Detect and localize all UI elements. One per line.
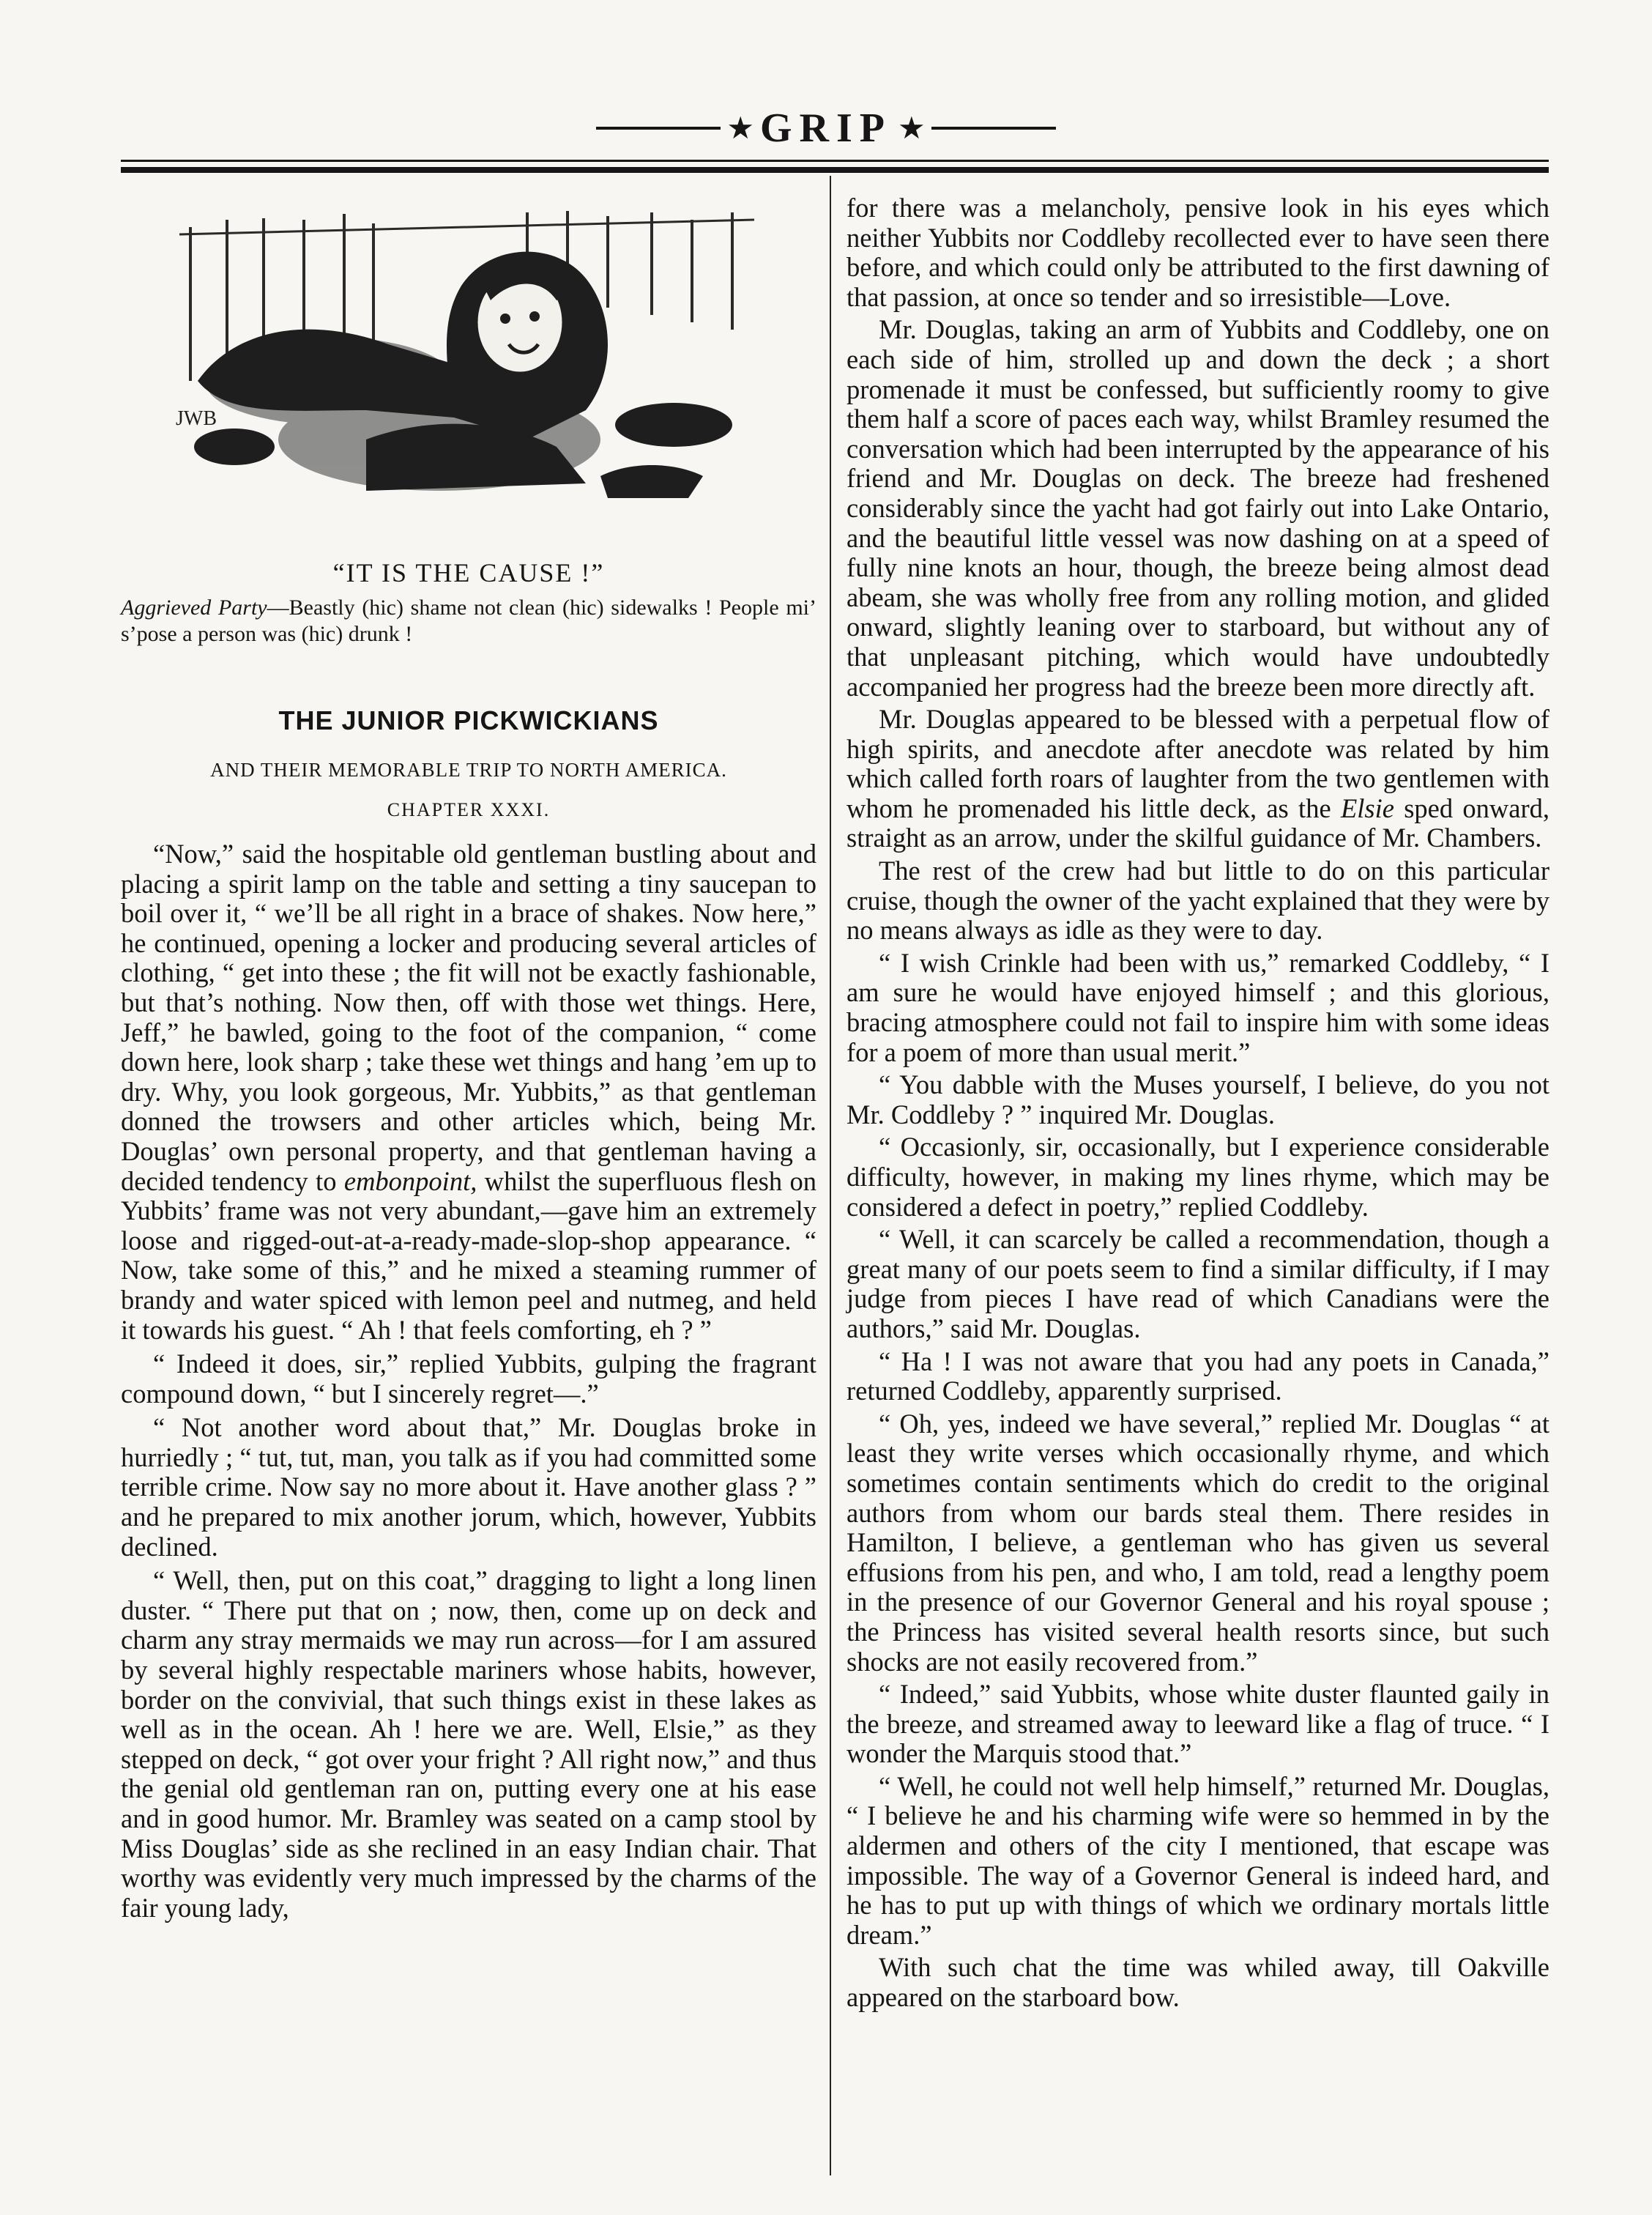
paragraph: With such chat the time was whiled away, till Oakville appeared on the starboard bow. [847, 1952, 1549, 2013]
left-column [121, 176, 816, 1927]
header-rule-thin [121, 160, 1549, 162]
paragraph: “ Well, he could not well help himself,” returned Mr. Douglas, “ I believe he and his charming wife were so hemmed in by the aldermen and others of the city I mentioned, that escape was impossible. The way of a Governor General is indeed hard, and he has to put up with things of which we ordinary mortals little dream.” [847, 1770, 1549, 1950]
header-rule-thick [121, 167, 1549, 173]
paragraph: “ Oh, yes, indeed we have several,” replied Mr. Douglas “ at least they write verses which occasionally rhyme, and which sometimes contain sentiments which do credit to the original authors from whom our bards steal them. There resides in Hamilton, I believe, a gentleman who has given us several effusions from his pen, and who, I am told, read a lengthy poem in the presence of our Governor General and his royal spouse ; the Princess has visited several health resorts since, but such shocks are not easily recovered from.” [847, 1408, 1549, 1677]
paragraph [847, 705, 1549, 853]
masthead [0, 103, 1652, 154]
paragraph: “ Indeed it does, sir,” replied Yubbits, gulping the fragrant compound down, “ but I sincerely regret—.” [121, 1348, 816, 1409]
column-divider [830, 176, 831, 2175]
paragraph-italic: Elsie [1340, 793, 1394, 823]
star-icon: ★ [898, 112, 926, 146]
cartoon-illustration [146, 198, 791, 527]
paragraph: “ Ha ! I was not aware that you had any poets in Canada,” returned Coddleby, apparently surprised. [847, 1346, 1549, 1406]
masthead-title: GRIP [760, 105, 892, 151]
paragraph: “ Occasionly, sir, occasionally, but I experience considerable difficulty, however, in making my lines rhyme, which may be considered a defect in poetry,” replied Coddleby. [847, 1132, 1549, 1222]
paragraph: “ Well, then, put on this coat,” dragging to light a long linen duster. “ There put that on ; now, then, come up on deck and charm any stray mermaids we may run across—for I am assured by several highly respectable mariners whose habits, however, border on the convivial, that such things exist in these lakes as well as in the ocean. Ah ! here we are. Well, Elsie,” as they stepped on deck, “ got over your fright ? All right now,” and thus the genial old gentleman ran on, putting every one at his ease and in good humor. Mr. Bramley was seated on a camp stool by Miss Douglas’ side as she reclined in an easy Indian chair. That worthy was evidently very much impressed by the charms of the fair young lady, [121, 1565, 816, 1923]
masthead-rule-left [596, 127, 721, 130]
paragraph: for there was a melancholy, pensive look in his eyes which neither Yubbits nor Coddleby recollected ever to have seen there before, and which could only be attributed to the first dawning of that passion, at once so tender and so irresistible—Love. [847, 193, 1549, 312]
paragraph: “ Not another word about that,” Mr. Douglas broke in hurriedly ; “ tut, tut, man, you talk as if you had committed some terrible crime. Now say no more about it. Have another glass ? ” and he prepared to mix another jorum, which, however, Yubbits declined. [121, 1412, 816, 1562]
star-icon: ★ [726, 112, 754, 146]
paragraph-text: whilst the superfluous flesh on Yubbits’ frame was not very abundant,—gave him an extremely loose and rigged-out-at-a-ready-made-slop-shop appearance. “ Now, take some of this,” and he mixed a steaming rummer of brandy and water spiced with lemon peel and nutmeg, and held it towards his guest. “ Ah ! that feels comforting, eh ? ” [121, 1165, 816, 1345]
paragraph: The rest of the crew had but little to do on this particular cruise, though the owner of the yacht explained that they were by no means always as idle as they were to day. [847, 856, 1549, 946]
cartoon-caption-title: “IT IS THE CAUSE !” [332, 558, 605, 587]
paragraph: “ You dabble with the Muses yourself, I believe, do you not Mr. Coddleby ? ” inquired Mr. Douglas. [847, 1069, 1549, 1129]
cartoon-caption [121, 595, 816, 648]
paragraph-italic: embonpoint, [343, 1165, 477, 1196]
chapter-heading: CHAPTER XXXI. [387, 799, 551, 820]
paragraph: “ Indeed,” said Yubbits, whose white duster flaunted gaily in the breeze, and streamed away to leeward like a flag of truce. “ I wonder the Marquis stood that.” [847, 1679, 1549, 1769]
paragraph-text: Mr. Douglas appeared to be blessed with a perpetual flow of high spirits, and anecdote after anecdote was related by him which called forth roars of laughter from the two gentlemen with whom he promenaded his little deck, as the [847, 704, 1549, 823]
artist-signature: JWB [176, 407, 217, 430]
story-title: THE JUNIOR PICKWICKIANS [278, 705, 659, 735]
paragraph: “ I wish Crinkle had been with us,” remarked Coddleby, “ I am sure he would have enjoyed himself ; and this glorious, bracing atmosphere could not fail to inspire him with some ideas for a poem of more than usual merit.” [847, 947, 1549, 1067]
masthead-rule-right [931, 127, 1056, 130]
right-column [847, 193, 1549, 2016]
paragraph-text: sped onward, straight as an arrow, under the skilful guidance of Mr. Chambers. [847, 793, 1549, 853]
paragraph [121, 839, 816, 1345]
paragraph: “ Well, it can scarcely be called a recommendation, though a great many of our poets seem to find a similar difficulty, if I may judge from pieces I have read of which Canadians were the authors,” said Mr. Douglas. [847, 1224, 1549, 1343]
caption-speaker: Aggrieved Party [121, 596, 267, 620]
paragraph-text: “Now,” said the hospitable old gentleman bustling about and placing a spirit lamp on the table and setting a tiny saucepan to boil over it, “ we’ll be all right in a brace of shakes. Now here,” he continued, opening a locker and producing several articles of clothing, “ get into these ; the fit will not be exactly fashionable, but that’s nothing. Now then, off with those wet things. Here, Jeff,” he bawled, going to the foot of the companion, “ come down here, look sharp ; take these wet things and hang ’em up to dry. Why, you look gorgeous, Mr. Yubbits,” as that gentleman donned the trowsers and other articles which, being Mr. Douglas’ own personal property, and that gentleman having a decided tendency to [121, 839, 816, 1196]
story-subtitle: AND THEIR MEMORABLE TRIP TO NORTH AMERICA. [210, 759, 727, 781]
caption-dialogue: —Beastly (hic) shame not clean (hic) sidewalks ! People mi’ s’pose a person was (hic) drunk ! [121, 596, 817, 646]
paragraph: Mr. Douglas, taking an arm of Yubbits and Coddleby, one on each side of him, strolled up and down the deck ; a short promenade it must be confessed, but sufficiently roomy to give them half a score of paces each way, whilst Bramley resumed the conversation which had been interrupted by the appearance of his friend and Mr. Douglas on deck. The breeze had freshened considerably since the yacht had got fairly out into Lake Ontario, and the beautiful little vessel was now dashing on at a speed of fully nine knots an hour, though, the breeze being almost dead abeam, she was wholly free from any rolling motion, and glided onward, slightly leaning over to starboard, but without any of that unpleasant pitching, which would have undoubtedly accompanied her progress had the breeze been more directly aft. [847, 314, 1549, 702]
